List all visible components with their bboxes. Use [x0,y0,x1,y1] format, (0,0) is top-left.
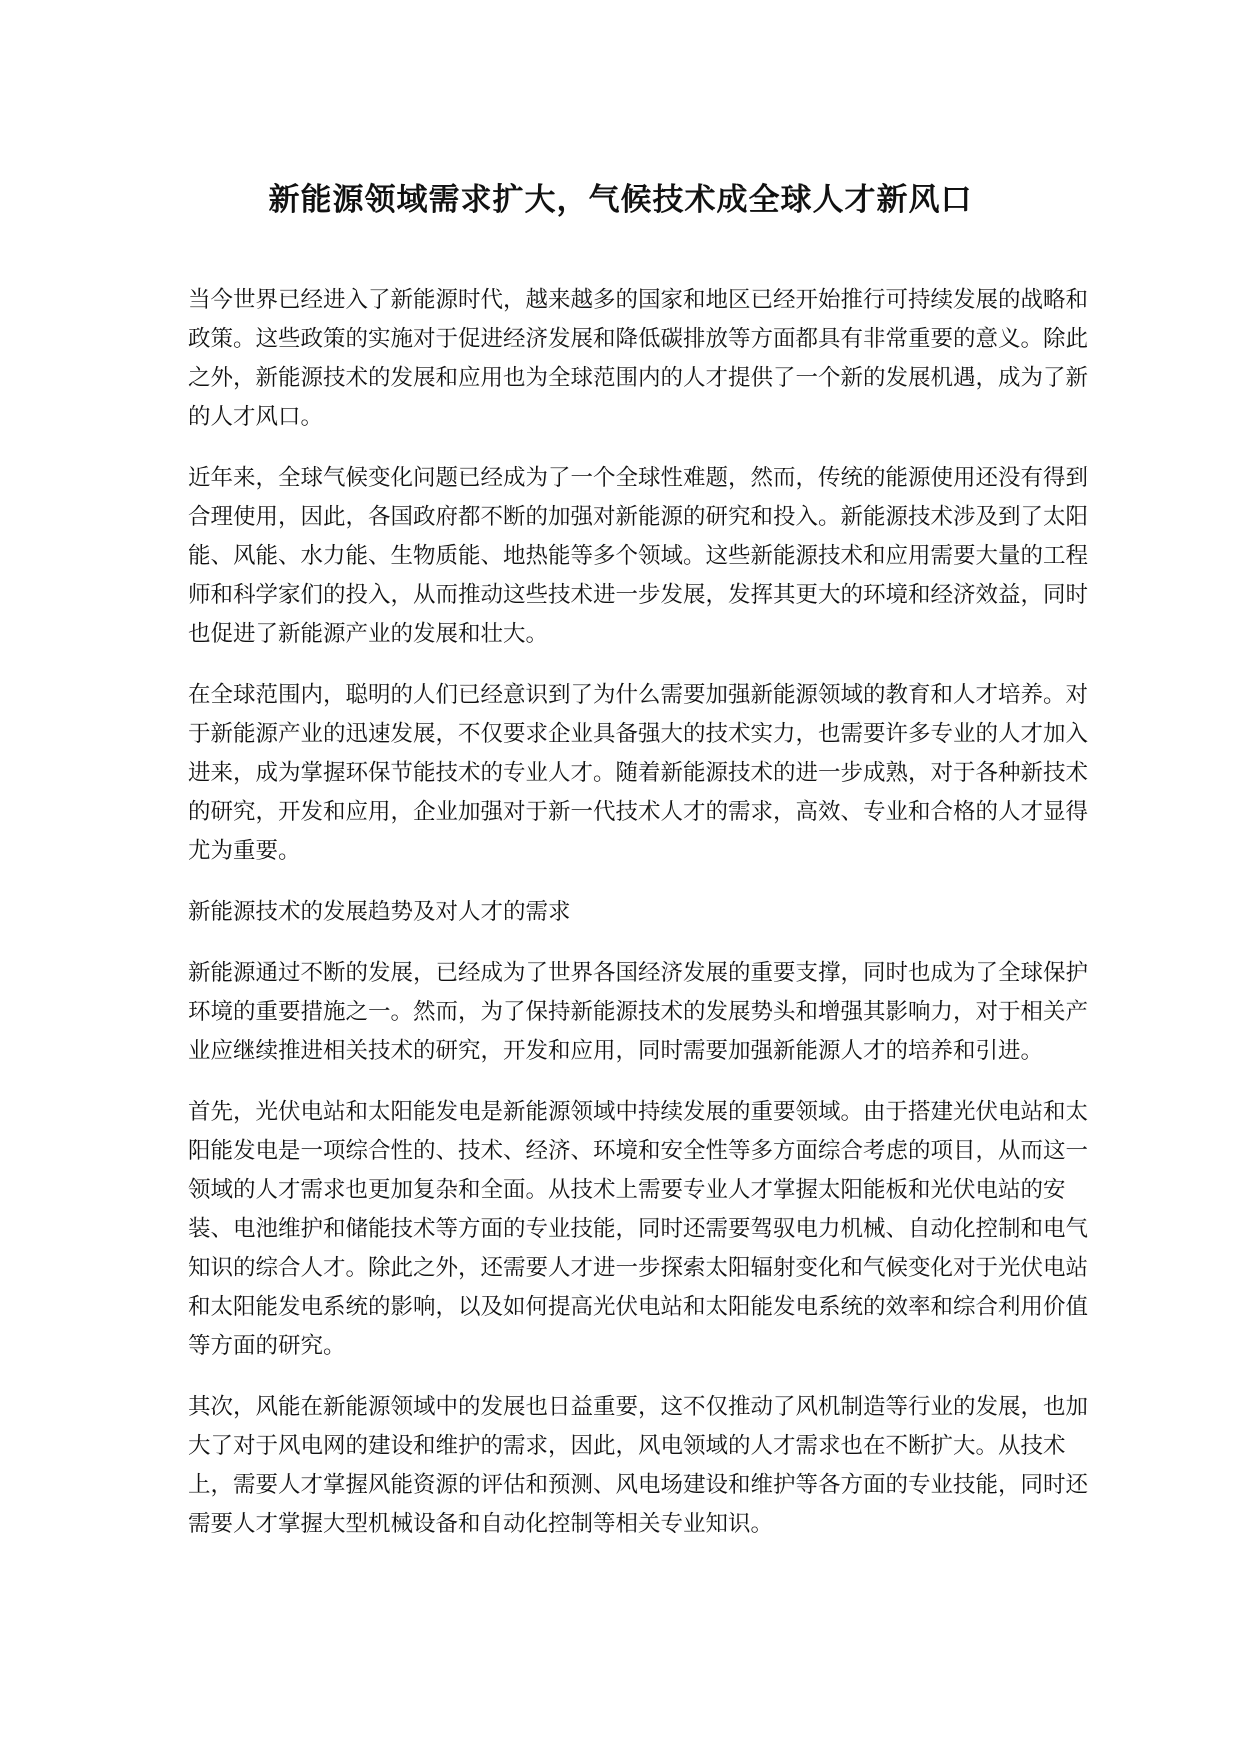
section-heading: 新能源技术的发展趋势及对人才的需求 [188,899,571,925]
paragraph-intro: 当今世界已经进入了新能源时代，越来越多的国家和地区已经开始推行可持续发展的战略和政策。这些政策的实施对于促进经济发展和降低碳排放等方面都具有非常重要的意义。除此之外，新能源技术的发展和应用也为全球范围内的人才提供了一个新的发展机遇，成为了新的人才风口。 [188,287,1089,430]
paragraph-talent-cultivation: 在全球范围内，聪明的人们已经意识到了为什么需要加强新能源领域的教育和人才培养。对于新能源产业的迅速发展，不仅要求企业具备强大的技术实力，也需要许多专业的人才加入进来，成为掌握环保节能技术的专业人才。随着新能源技术的进一步成熟，对于各种新技术的研究，开发和应用，企业加强对于新一代技术人才的需求，高效、专业和合格的人才显得尤为重要。 [188,682,1089,864]
paragraph-solar: 首先，光伏电站和太阳能发电是新能源领域中持续发展的重要领域。由于搭建光伏电站和太阳能发电是一项综合性的、技术、经济、环境和安全性等多方面综合考虑的项目，从而这一领域的人才需求也更加复杂和全面。从技术上需要专业人才掌握太阳能板和光伏电站的安装、电池维护和储能技术等方面的专业技能，同时还需要驾驭电力机械、自动化控制和电气知识的综合人才。除此之外，还需要人才进一步探索太阳辐射变化和气候变化对于光伏电站和太阳能发电系统的影响，以及如何提高光伏电站和太阳能发电系统的效率和综合利用价值等方面的研究。 [188,1099,1089,1359]
paragraph-climate-background: 近年来，全球气候变化问题已经成为了一个全球性难题，然而，传统的能源使用还没有得到合理使用，因此，各国政府都不断的加强对新能源的研究和投入。新能源技术涉及到了太阳能、风能、水力能、生物质能、地热能等多个领域。这些新能源技术和应用需要大量的工程师和科学家们的投入，从而推动这些技术进一步发展，发挥其更大的环境和经济效益，同时也促进了新能源产业的发展和壮大。 [188,465,1089,647]
paragraph-wind: 其次，风能在新能源领域中的发展也日益重要，这不仅推动了风机制造等行业的发展，也加大了对于风电网的建设和维护的需求，因此，风电领域的人才需求也在不断扩大。从技术上，需要人才掌握风能资源的评估和预测、风电场建设和维护等各方面的专业技能，同时还需要人才掌握大型机械设备和自动化控制等相关专业知识。 [188,1394,1089,1537]
document-body [188,281,1093,1566]
document-title: 新能源领域需求扩大，气候技术成全球人才新风口 [268,182,973,218]
paragraph-development-trend: 新能源通过不断的发展，已经成为了世界各国经济发展的重要支撑，同时也成为了全球保护环境的重要措施之一。然而，为了保持新能源技术的发展势头和增强其影响力，对于相关产业应继续推进相关技术的研究，开发和应用，同时需要加强新能源人才的培养和引进。 [188,960,1089,1064]
